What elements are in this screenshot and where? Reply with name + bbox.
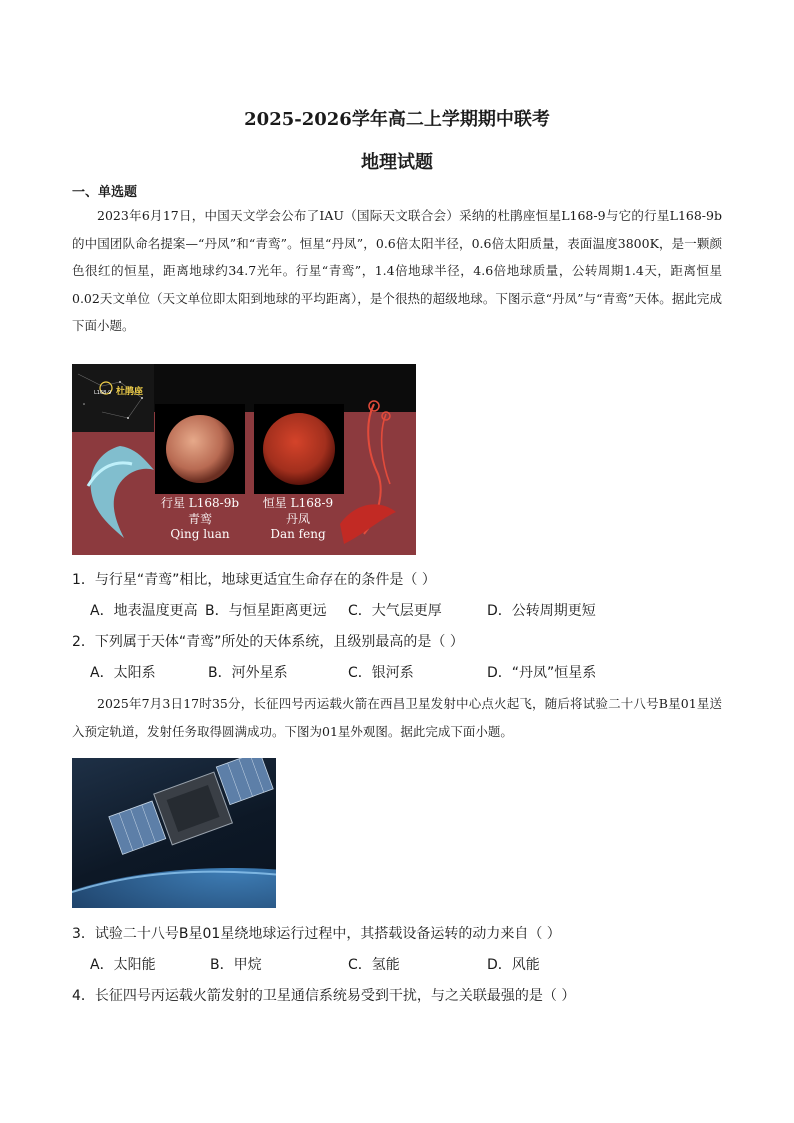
- exam-subtitle: 地理试题: [361, 152, 433, 173]
- satellite-image: [72, 758, 276, 908]
- q2-option-c[interactable]: C．银河系: [348, 665, 414, 681]
- q2-option-d[interactable]: D．“丹凤”恒星系: [487, 665, 597, 681]
- planet-image: [155, 404, 245, 494]
- question-3-stem: 3．试验二十八号B星01星绕地球运行过程中，其搭载设备运转的动力来自（ ）: [72, 926, 561, 942]
- question-1-stem: 1．与行星“青鸾”相比，地球更适宜生命存在的条件是（ ）: [72, 572, 436, 588]
- q2-option-a[interactable]: A．太阳系: [90, 665, 156, 681]
- q3-option-a[interactable]: A．太阳能: [90, 957, 156, 973]
- q3-option-d[interactable]: D．风能: [487, 957, 540, 973]
- exam-title: 2025-2026学年高二上学期期中联考: [244, 109, 550, 130]
- q3-option-c[interactable]: C．氢能: [348, 957, 400, 973]
- figure-satellite: [72, 758, 276, 908]
- q2-option-b[interactable]: B．河外星系: [208, 665, 288, 681]
- q1-option-a[interactable]: A．地表温度更高: [90, 603, 198, 619]
- star-tag: L168-9: [94, 390, 112, 396]
- planet-label: 行星 L168-9b: [160, 496, 240, 510]
- question-2-stem: 2．下列属于天体“青鸾”所处的天体系统，且级别最高的是（ ）: [72, 634, 464, 650]
- section-label: 一、单选题: [72, 185, 138, 200]
- q3-option-b[interactable]: B．甲烷: [210, 957, 262, 973]
- star-map-panel: [72, 364, 154, 432]
- danfeng-phoenix-icon: [334, 394, 414, 554]
- star-label: 恒星 L168-9: [262, 496, 334, 510]
- constellation-label: 杜鹃座: [116, 387, 144, 397]
- star-pinyin: Dan feng: [270, 527, 326, 541]
- planet-photo: [155, 404, 245, 494]
- question-4-stem: 4．长征四号丙运载火箭发射的卫星通信系统易受到干扰，与之关联最强的是（ ）: [72, 988, 576, 1004]
- q1-option-c[interactable]: C．大气层更厚: [348, 603, 442, 619]
- q1-option-b[interactable]: B．与恒星距离更远: [205, 603, 327, 619]
- star-cn-name: 丹凤: [285, 512, 310, 526]
- planet-cn-name: 青鸾: [187, 512, 212, 526]
- star-map-lines: [72, 364, 154, 432]
- passage-1: 2023年6月17日，中国天文学会公布了IAU（国际天文联合会）采纳的杜鹃座恒星L168-9与它的行星L168-9b的中国团队命名提案—“丹凤”和“青鸾”。恒星“丹凤”，0.6倍太阳半径，0.6倍太阳质量，表面温度3800K，是一颗颜色很红的恒星，距离地球约34.7光年。行星“青鸾”，1.4倍地球半径，4.6倍地球质量，公转周期1.4天，距离恒星0.02天文单位（天文单位即太阳到地球的平均距离），是个很热的超级地球。下图示意“丹凤”与“青鸾”天体。据此完成下面小题。: [72, 208, 722, 333]
- planet-pinyin: Qing luan: [170, 527, 230, 541]
- star-image: [254, 404, 344, 494]
- q1-option-d[interactable]: D．公转周期更短: [487, 603, 596, 619]
- figure-danfeng-qingluan: [72, 364, 416, 555]
- star-photo: [254, 404, 344, 494]
- passage-2: 2025年7月3日17时35分，长征四号丙运载火箭在西昌卫星发射中心点火起飞，随后将试验二十八号B星01星送入预定轨道，发射任务取得圆满成功。下图为01星外观图。据此完成下面小题。: [72, 696, 722, 739]
- qingluan-bird-icon: [80, 426, 160, 546]
